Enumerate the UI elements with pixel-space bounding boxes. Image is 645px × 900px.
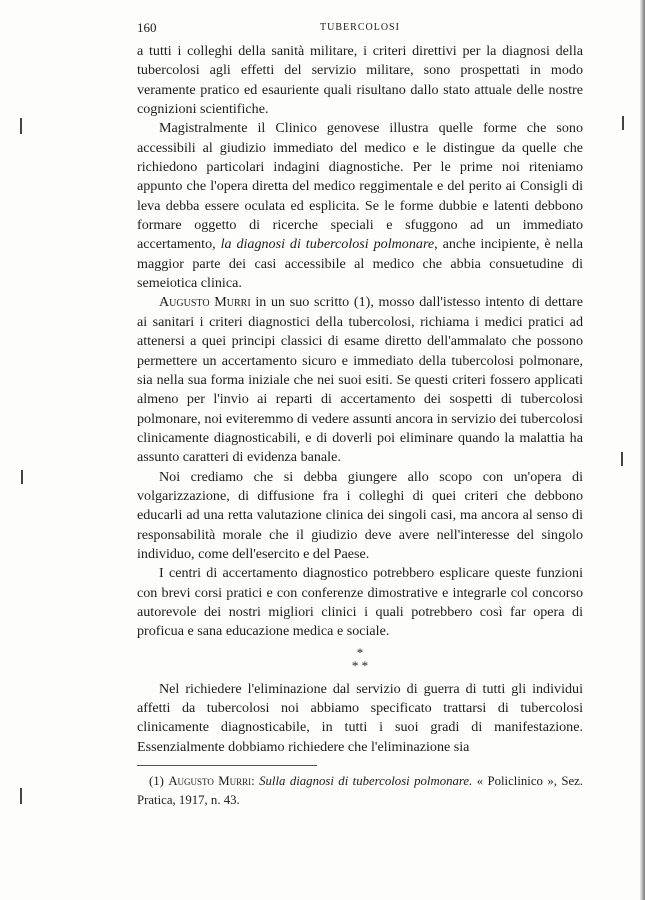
footnote-title: Sulla diagnosi di tubercolosi polmonare.: [259, 774, 473, 789]
margin-mark: [20, 118, 22, 134]
page-number: 160: [137, 20, 157, 35]
asterism-top: *: [356, 644, 364, 660]
paragraph-2-text-a: Magistralmente il Clinico genovese illustra quelle forme che sono accessibili al giudizio immediato del medico e le distingue da quelle che richiedono particolari indagini diagnostiche. Per le prime noi riteniamo appunto che l'opera diretta del medico reggimentale e del perito ai Consigli di leva debba essere oculata ed esplicita. Se le forme dubbie e latenti debbono formare oggetto di ricerche speciali e sfuggono ad un immediato accertamento,: [137, 120, 583, 253]
running-title: TUBERCOLOSI: [320, 22, 400, 33]
margin-mark: [21, 470, 23, 484]
margin-mark: [621, 452, 623, 466]
footnote-journal: « Policlinico »,: [476, 774, 557, 789]
footnote-separator: [137, 765, 317, 766]
footnote-marker: (1): [149, 774, 164, 789]
footnote-text: [137, 772, 583, 810]
paragraph-2: [137, 119, 583, 293]
paragraph-1: a tutti i colleghi della sanità militare, i criteri direttivi per la diagnosi della tubercolosi agli effetti del servizio militare, sono prospettati in modo veramente pratico ed esauriente quali risultano dallo stato attuale delle nostre cognizioni scientifiche.: [137, 43, 583, 118]
page: [137, 20, 583, 810]
margin-mark: [20, 788, 22, 804]
footnote-details: Sez. Pratica, 1917, n. 43.: [137, 774, 584, 808]
asterism-bottom: * *: [351, 657, 369, 673]
footnote: [137, 772, 583, 810]
paragraph-3-text: in un suo scritto (1), mosso dall'istesso intento di dettare ai sanitari i criteri diagnostici della tubercolosi, richiama i medici pratici ad attenersi a quei principi classici di esame diretto dell'ammalato che possono permettere un accertamento sicuro e immediato della tubercolosi polmonare, sia nella sua forma iniziale che nei suoi esiti. Se questi criteri fossero applicati almeno per l'invio ai reparti di accertamento dei sospetti di tubercolosi polmonare, noi eviteremmo di vedere assunti ancora in servizio dei tubercolosi clinicamente diagnosticabili, e di doverli poi eliminare quando la malattia ha assunto caratteri di evidenza banale.: [137, 294, 583, 466]
paragraph-5: I centri di accertamento diagnostico potrebbero esplicare queste funzioni con brevi corsi pratici e con conferenze dimostrative e integrarle col concorso autorevole dei nostri migliori clinici i quali potrebbero così far opera di proficua e sana educazione medica e sociale.: [137, 565, 583, 640]
footnote-colon: :: [251, 774, 255, 789]
paragraph-3-author: Augusto Murri: [159, 294, 251, 311]
footnote-author: Augusto Murri: [168, 774, 252, 789]
paragraph-3: [137, 293, 583, 467]
paragraph-2-text-b: anche incipiente, è nella maggior parte dei casi accessibile al medico che abbia consuetudine di semeiotica clinica.: [137, 236, 583, 292]
page-edge-shadow: [640, 0, 645, 900]
section-asterism: [137, 646, 583, 672]
paragraph-2-italic: la diagnosi di tubercolosi polmonare,: [220, 236, 438, 253]
margin-mark: [622, 116, 624, 130]
page-header: [137, 20, 583, 42]
paragraph-6: Nel richiedere l'eliminazione dal servizio di guerra di tutti gli individui affetti da tubercolosi noi abbiamo specificato trattarsi di tubercolosi clinicamente diagnosticabile, in tutti i suoi gradi di manifestazione. Essenzialmente dobbiamo richiedere che l'eliminazione sia: [137, 680, 583, 755]
body-text: [137, 42, 583, 757]
paragraph-4: Noi crediamo che si debba giungere allo scopo con un'opera di volgarizzazione, di diffusione fra i colleghi di quei criteri che debbono educarli ad una retta valutazione clinica dei singoli casi, ma ancora al senso di responsabilità morale che il giudizio deve avere nell'interesse del singolo individuo, come dell'esercito e del Paese.: [137, 468, 583, 562]
